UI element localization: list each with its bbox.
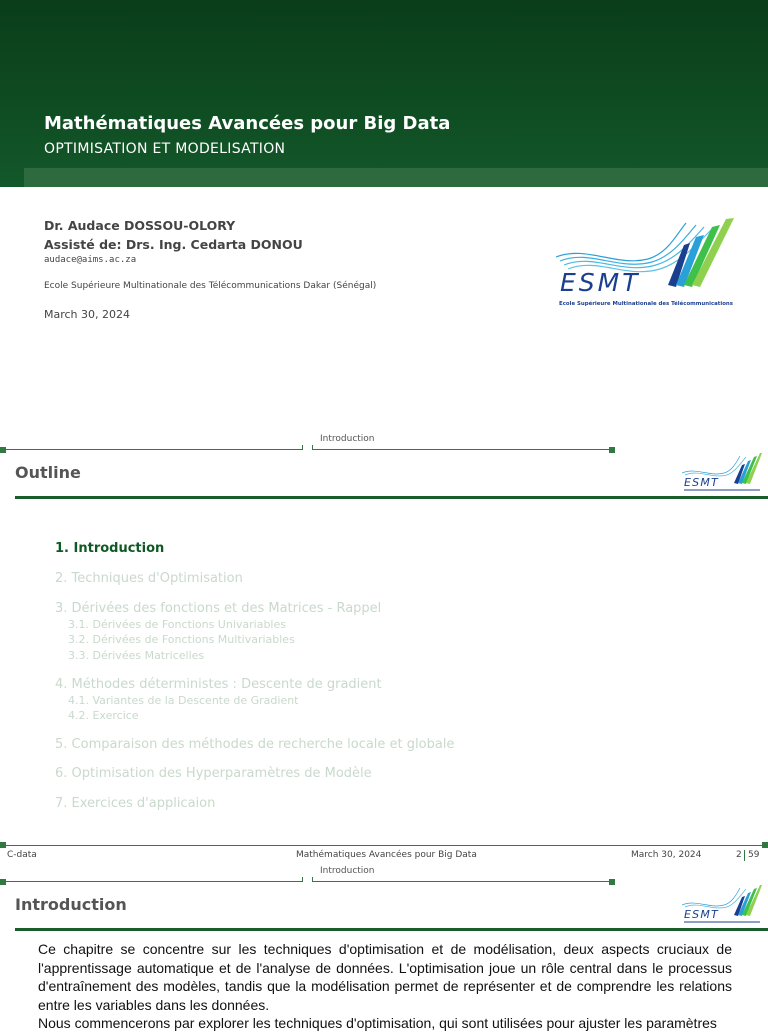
toc-item-3[interactable]: 3. Dérivées des fonctions et des Matrices - Rappel (55, 601, 382, 616)
institute: Ecole Supérieure Multinationale des Télécommunications Dakar (Sénégal) (44, 281, 377, 291)
nav-marker-left-2 (0, 879, 6, 885)
intro-body (38, 940, 732, 1033)
nav-tick (302, 445, 303, 450)
footer-marker-right (762, 842, 768, 848)
esmt-logo (556, 215, 740, 311)
intro-paragraph-1: Ce chapitre se concentre sur les techniques d'optimisation et de modélisation, deux aspects cruciaux de l'apprentissage automatique et de l'analyse de données. L'optimisation joue un rôle central dans le processus d'entraînement des modèles, tandis que la modélisation permet de représenter et de comprendre les relations entre les variables dans les données. (38, 941, 732, 1013)
nav-line-right-2 (312, 881, 612, 882)
frame-title-outline: Outline (15, 463, 81, 482)
footer-page-total: 59 (748, 850, 760, 860)
footer-page-number: 2 (736, 850, 742, 860)
logo-wordmark-small: ESMT (684, 908, 719, 921)
logo-wordmark: ESMT (560, 268, 641, 297)
toc-item-6[interactable]: 6. Optimisation des Hyperparamètres de Modèle (55, 766, 372, 781)
esmt-logo-small (682, 451, 762, 495)
deck-subtitle: OPTIMISATION ET MODELISATION (44, 141, 286, 157)
toc-subitem-4-2[interactable]: 4.2. Exercice (68, 709, 139, 722)
intro-paragraph-2: Nous commencerons par explorer les techniques d'optimisation, qui sont utilisées pour ajuster les paramètres (38, 1015, 717, 1031)
nav-marker-left (0, 447, 6, 453)
title-subbar (24, 168, 768, 187)
author-name: Dr. Audace DOSSOU-OLORY (44, 218, 236, 233)
title-date: March 30, 2024 (44, 308, 131, 321)
assistant-name: Assisté de: Drs. Ing. Cedarta DONOU (44, 237, 303, 252)
nav-section-introduction-2[interactable]: Introduction (320, 866, 375, 876)
logo-tagline: Ecole Supérieure Multinationale des Télécommunications (559, 301, 740, 307)
toc-item-2[interactable]: 2. Techniques d'Optimisation (55, 571, 243, 586)
nav-tick-2 (302, 877, 303, 882)
toc-subitem-3-2[interactable]: 3.2. Dérivées de Fonctions Multivariables (68, 633, 295, 646)
nav-marker-right (609, 447, 615, 453)
footer-page-separator (744, 850, 745, 861)
toc-item-1[interactable]: 1. Introduction (55, 541, 165, 556)
toc-subitem-3-1[interactable]: 3.1. Dérivées de Fonctions Univariables (68, 618, 286, 631)
esmt-logo-small (682, 883, 762, 927)
toc-item-4[interactable]: 4. Méthodes déterministes : Descente de gradient (55, 677, 382, 692)
nav-line-left (6, 449, 302, 450)
nav-section-introduction[interactable]: Introduction (320, 434, 375, 444)
nav-line-right (312, 449, 612, 450)
toc-subitem-3-3[interactable]: 3.3. Dérivées Matricelles (68, 649, 205, 662)
footer-deck-title: Mathématiques Avancées pour Big Data (296, 850, 477, 860)
author-email[interactable]: audace@aims.ac.za (44, 255, 137, 265)
footer-short-title: C-data (7, 850, 37, 860)
toc-item-5[interactable]: 5. Comparaison des méthodes de recherche locale et globale (55, 737, 455, 752)
frame-title-introduction: Introduction (15, 895, 127, 914)
footer-line (6, 845, 762, 846)
deck-title: Mathématiques Avancées pour Big Data (44, 113, 451, 134)
nav-line-left-2 (6, 881, 302, 882)
toc-item-7[interactable]: 7. Exercices d'applicaion (55, 796, 216, 811)
frame-title-rule-2 (15, 928, 768, 931)
logo-wordmark-small: ESMT (684, 476, 719, 489)
title-banner (0, 0, 768, 187)
footer-date: March 30, 2024 (631, 850, 702, 860)
toc-subitem-4-1[interactable]: 4.1. Variantes de la Descente de Gradient (68, 694, 299, 707)
nav-marker-right-2 (609, 879, 615, 885)
frame-title-rule (15, 496, 768, 499)
